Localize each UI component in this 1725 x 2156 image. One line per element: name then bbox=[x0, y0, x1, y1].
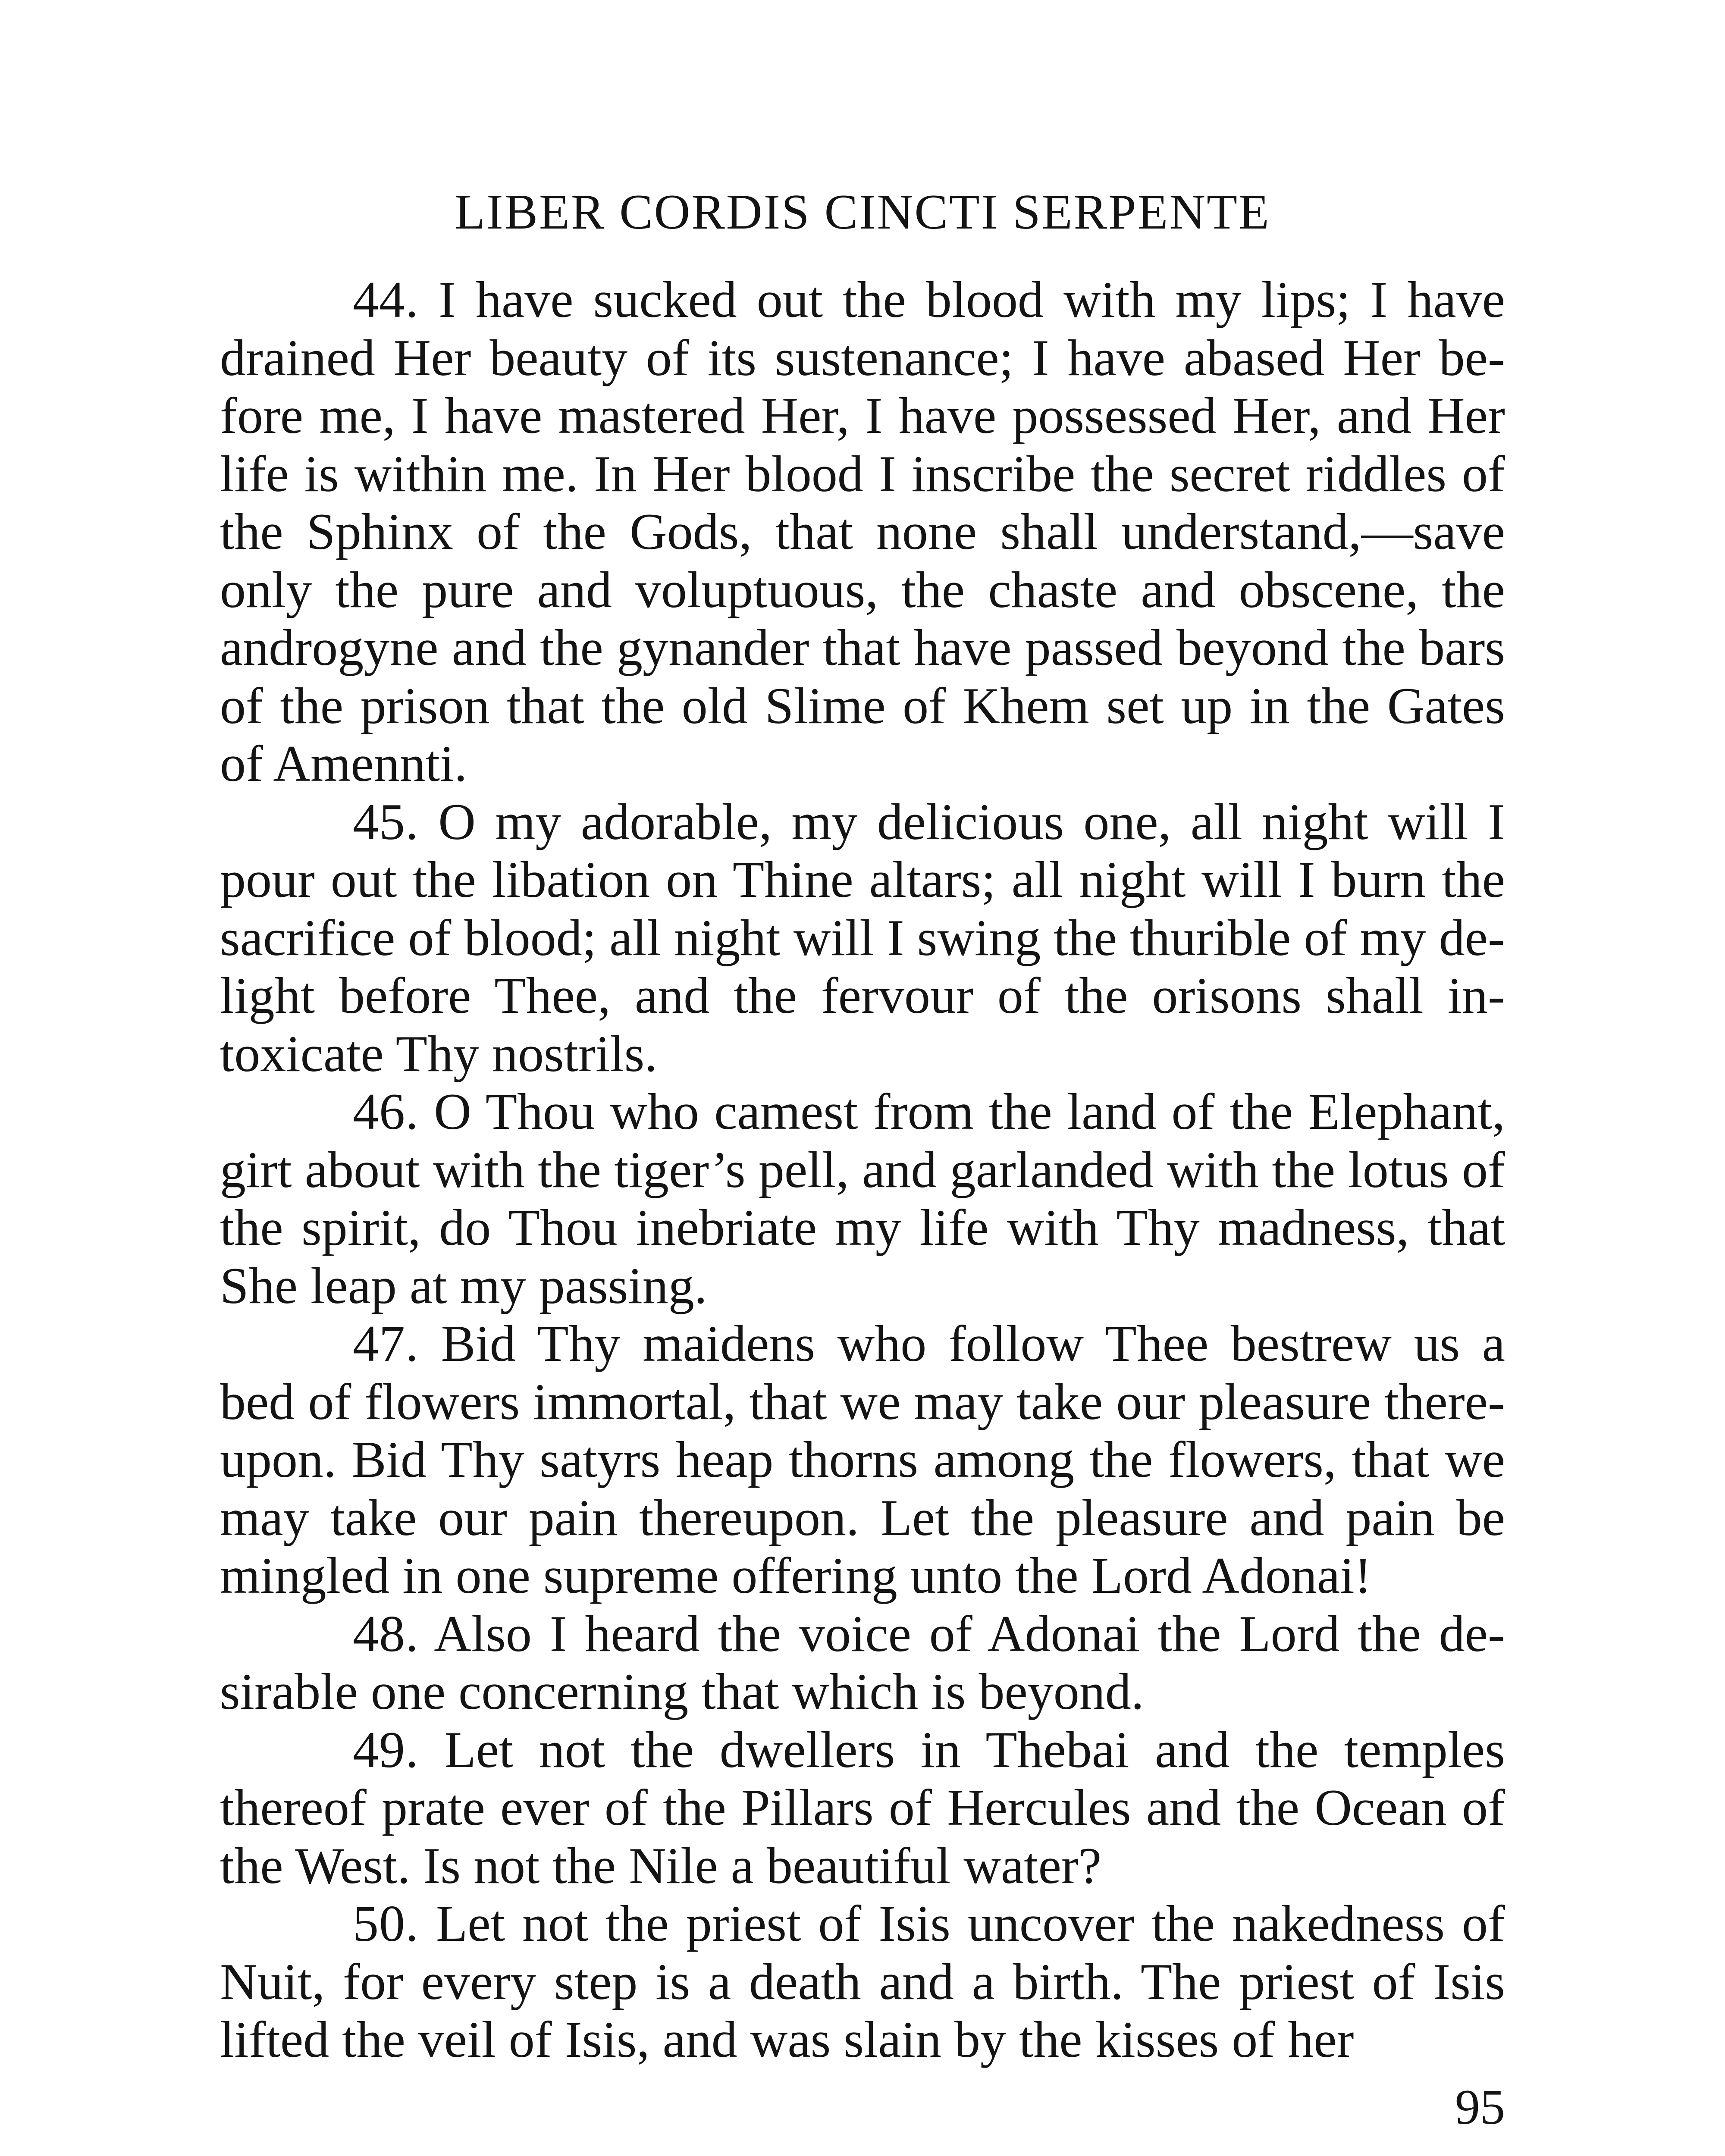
verse-text: Let not the priest of Isis uncover the nakedness of Nuit, for every step is a death and a birth. The priest of Isis lifted the veil of Isis, and was slain by the kisses of her bbox=[220, 1895, 1505, 2068]
verse-48 bbox=[220, 1605, 1505, 1721]
verse-46 bbox=[220, 1083, 1505, 1315]
verse-number: 47. bbox=[353, 1315, 419, 1372]
verse-47 bbox=[220, 1315, 1505, 1605]
page-number: 95 bbox=[1455, 2080, 1505, 2135]
verse-column bbox=[220, 271, 1505, 2069]
verse-text: O Thou who camest from the land of the Elephant, girt about with the tiger’s pell, and garlanded with the lotus of the spirit, do Thou inebriate my life with Thy madness, that She leap at my passing. bbox=[220, 1083, 1505, 1314]
verse-50 bbox=[220, 1895, 1505, 2069]
verse-number: 50. bbox=[353, 1895, 419, 1952]
verse-number: 49. bbox=[353, 1720, 419, 1778]
verse-number: 45. bbox=[353, 793, 419, 850]
verse-number: 44. bbox=[353, 271, 419, 328]
verse-49 bbox=[220, 1721, 1505, 1895]
verse-45 bbox=[220, 793, 1505, 1083]
verse-text: Bid Thy maidens who follow Thee bestrew us a bed of flowers immortal, that we may take our pleasure thereupon. Bid Thy satyrs heap thorns among the flowers, that we may take our pain thereupon. Let the pleasure and pain be mingled in one supreme offering unto the Lord Adonai! bbox=[220, 1315, 1505, 1604]
verse-text: O my adorable, my delicious one, all night will I pour out the libation on Thine altars; all night will I burn the sacrifice of blood; all night will I swing the thurible of my delight before Thee, and the fervour of the orisons shall intoxicate Thy nostrils. bbox=[220, 793, 1505, 1082]
verse-number: 48. bbox=[353, 1604, 419, 1662]
verse-44 bbox=[220, 271, 1505, 793]
verse-number: 46. bbox=[353, 1083, 419, 1140]
running-title: LIBER CORDIS CINCTI SERPENTE bbox=[455, 185, 1270, 240]
verse-text: Let not the dwellers in Thebai and the temples thereof prate ever of the Pillars of Hercules and the Ocean of the West. Is not the Nile a beautiful water? bbox=[220, 1720, 1505, 1894]
verse-text: Also I heard the voice of Adonai the Lord the desirable one concerning that which is beyond. bbox=[220, 1604, 1505, 1720]
verse-text: I have sucked out the blood with my lips; I have drained Her beauty of its sustenance; I have abased Her before me, I have mastered Her, I have possessed Her, and Her life is within me. In Her blood I inscribe the secret riddles of the Sphinx of the Gods, that none shall understand,—save only the pure and voluptuous, the chaste and obscene, the androgyne and the gynander that have passed beyond the bars of the prison that the old Slime of Khem set up in the Gates of Amennti. bbox=[220, 271, 1505, 792]
